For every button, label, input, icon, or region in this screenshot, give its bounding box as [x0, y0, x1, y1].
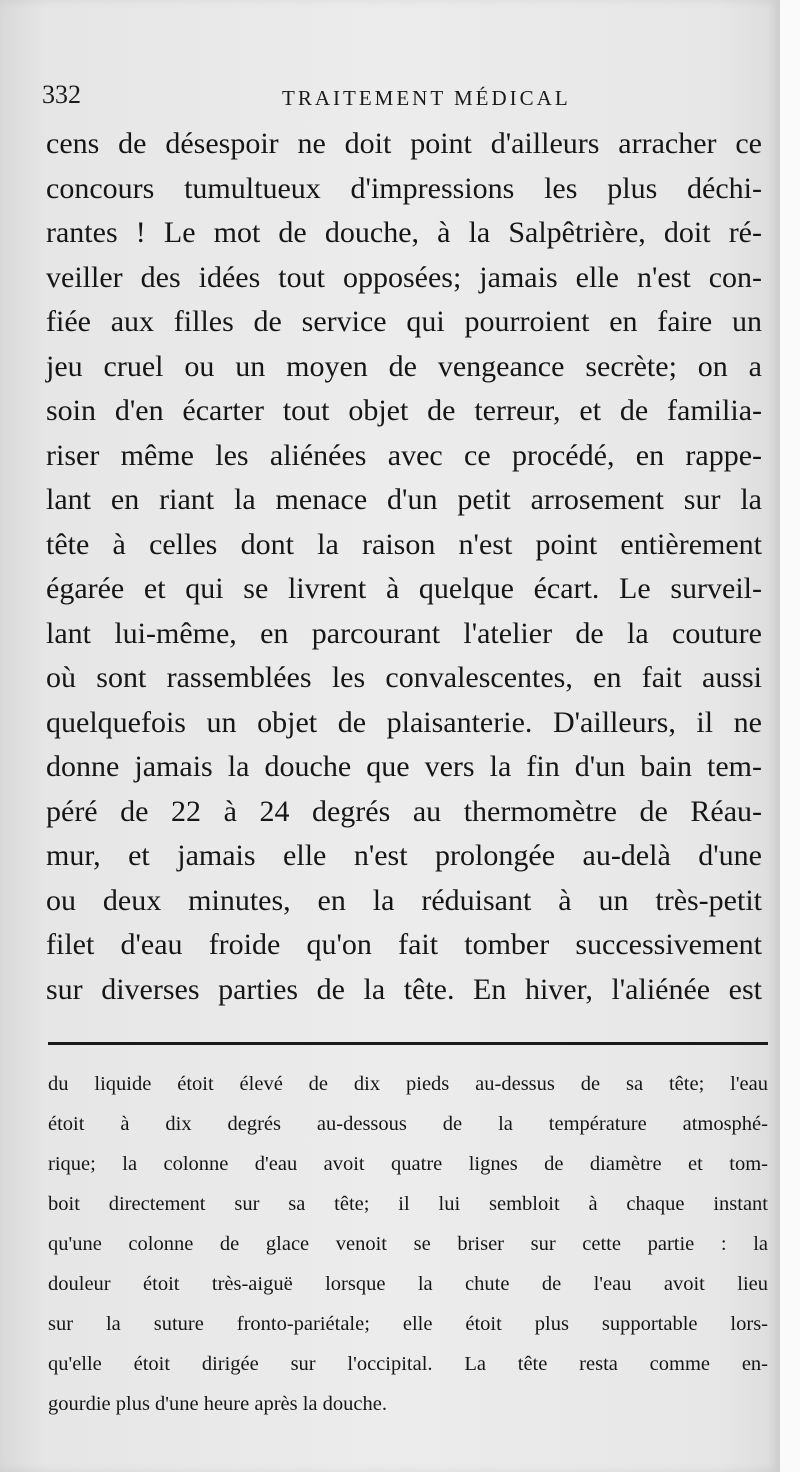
text-line: fiée aux filles de service qui pourroient en faire un [46, 305, 762, 338]
page-number: 332 [42, 80, 81, 109]
text-line: sur diverses parties de la tête. En hiver, l'aliénée est [46, 972, 762, 1006]
text-line: péré de 22 à 24 degrés au thermomètre de Réau- [46, 794, 762, 828]
main-text [46, 122, 762, 1012]
running-head: TRAITEMENT MÉDICAL [282, 86, 571, 110]
text-line: riser même les aliénées avec ce procédé, en rappe- [46, 438, 762, 472]
text-line: où sont rassemblées les convalescentes, en fait aussi [46, 661, 762, 694]
footnote-divider [48, 1042, 768, 1045]
text-line: tête à celles dont la raison n'est point entièrement [46, 527, 762, 561]
scan-margin [780, 0, 800, 1472]
footnote-line: étoit à dix degrés au-dessous de la température atmosphé- [48, 1113, 768, 1135]
text-line: rantes ! Le mot de douche, à la Salpêtrière, doit ré- [46, 216, 762, 249]
text-line: cens de désespoir ne doit point d'ailleurs arracher ce [46, 127, 762, 160]
footnote-line: gourdie plus d'une heure après la douche. [48, 1393, 387, 1415]
footnote-line: sur la suture fronto-pariétale; elle étoit plus supportable lors- [48, 1313, 768, 1335]
footnote-line: boit directement sur sa tête; il lui sembloit à chaque instant [48, 1193, 768, 1215]
text-line: mur, et jamais elle n'est prolongée au-delà d'une [46, 839, 762, 872]
text-line: égarée et qui se livrent à quelque écart. Le surveil- [46, 572, 762, 605]
footnote-line: douleur étoit très-aiguë lorsque la chute de l'eau avoit lieu [48, 1273, 768, 1295]
text-line: quelquefois un objet de plaisanterie. D'ailleurs, il ne [46, 705, 762, 739]
text-line: concours tumultueux d'impressions les plus déchi- [46, 171, 762, 205]
text-line: filet d'eau froide qu'on fait tomber successivement [46, 928, 762, 961]
text-line: lant lui-même, en parcourant l'atelier de la couture [46, 616, 762, 650]
footnote-line: qu'une colonne de glace venoit se briser sur cette partie : la [48, 1233, 768, 1255]
footnote-line: rique; la colonne d'eau avoit quatre lignes de diamètre et tom- [48, 1153, 768, 1175]
text-line: soin d'en écarter tout objet de terreur, et de familia- [46, 394, 762, 427]
footnote-line: qu'elle étoit dirigée sur l'occipital. La tête resta comme en- [48, 1353, 768, 1375]
text-line: ou deux minutes, en la réduisant à un très-petit [46, 883, 762, 917]
text-line: veiller des idées tout opposées; jamais elle n'est con- [46, 260, 762, 294]
footnote [48, 1064, 768, 1424]
text-line: lant en riant la menace d'un petit arrosement sur la [46, 483, 762, 516]
footnote-line: du liquide étoit élevé de dix pieds au-dessus de sa tête; l'eau [48, 1073, 768, 1095]
text-line: donne jamais la douche que vers la fin d'un bain tem- [46, 750, 762, 783]
text-line: jeu cruel ou un moyen de vengeance secrète; on a [46, 349, 762, 383]
page-header [42, 80, 762, 116]
